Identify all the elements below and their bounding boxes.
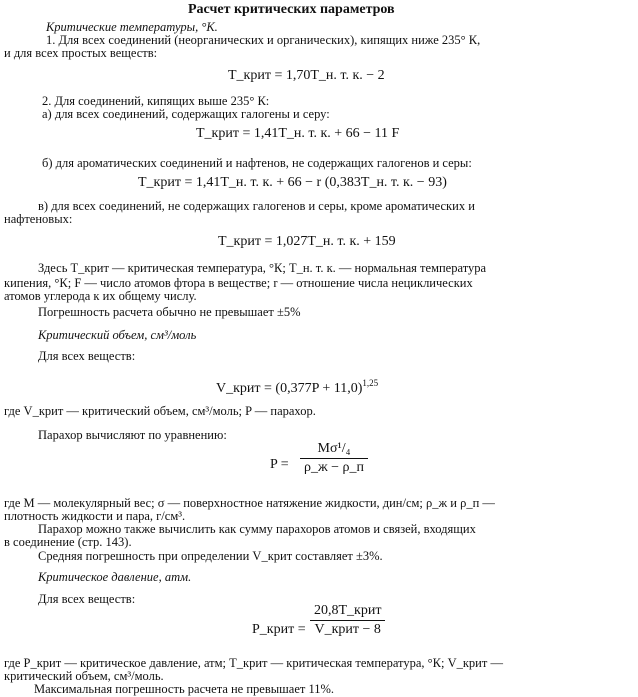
fraction-bar	[300, 458, 368, 459]
parachor-intro: Парахор вычисляют по уравнению:	[38, 428, 227, 442]
accuracy-pressure: Максимальная погрешность расчета не превышает 11%.	[34, 682, 335, 696]
formula-vcrit	[216, 376, 378, 396]
explanation-line-1: Здесь T_крит — критическая температура, °К; T_н. т. к. — нормальная температура	[38, 261, 487, 275]
for-all-substances-volume: Для всех веществ:	[38, 349, 136, 363]
parachor-numerator: Mσ¹/₄	[317, 441, 351, 456]
paragraph-2b: б) для ароматических соединений и нафтенов, не содержащих галогенов и серы:	[42, 156, 472, 170]
formula-vcrit-main: V_крит = (0,377P + 11,0)	[216, 381, 363, 396]
paragraph-1-line-2: и для всех простых веществ:	[4, 46, 158, 60]
paragraph-2c-line-2: нафтеновых:	[4, 212, 73, 226]
parachor-denominator: ρ_ж − ρ_п	[304, 460, 365, 475]
pressure-explanation-line-1: где P_крит — критическое давление, атм; T_крит — критическая температура, °К; V_крит —	[4, 656, 503, 670]
section-heading-critical-temperature: Критические температуры, °К.	[46, 20, 218, 34]
page-title: Расчет критических параметров	[188, 2, 395, 17]
parachor-sum-line-1: Парахор можно также вычислить как сумму парахоров атомов и связей, входящих	[38, 522, 476, 536]
formula-tcrit-1: T_крит = 1,70T_н. т. к. − 2	[228, 68, 385, 83]
parachor-fraction	[300, 441, 368, 476]
pressure-explanation-line-2: критический объем, см³/моль.	[4, 669, 164, 683]
fraction-bar	[310, 620, 385, 621]
paragraph-2a: а) для всех соединений, содержащих галогены и серу:	[42, 107, 330, 121]
parachor-sum-line-2: в соединение (стр. 143).	[4, 535, 132, 549]
paragraph-2: 2. Для соединений, кипящих выше 235° К:	[42, 94, 270, 108]
for-all-substances-pressure: Для всех веществ:	[38, 592, 136, 606]
explanation-line-2: кипения, °К; F — число атомов фтора в веществе; r — отношение числа нециклических	[4, 276, 473, 290]
paragraph-1-line-1: 1. Для всех соединений (неорганических и органических), кипящих ниже 235° К,	[46, 33, 481, 47]
pressure-lhs: P_крит =	[252, 622, 306, 637]
accuracy-temperature: Погрешность расчета обычно не превышает ±5%	[38, 305, 301, 319]
formula-vcrit-exponent: 1,25	[362, 378, 379, 388]
formula-tcrit-4: T_крит = 1,027T_н. т. к. + 159	[218, 234, 396, 249]
section-heading-critical-pressure: Критическое давление, атм.	[38, 570, 192, 584]
pressure-fraction	[310, 603, 385, 638]
paragraph-2c-line-1: в) для всех соединений, не содержащих галогенов и серы, кроме ароматических и	[38, 199, 475, 213]
accuracy-volume: Средняя погрешность при определении V_крит составляет ±3%.	[38, 549, 383, 563]
parachor-lhs: P =	[270, 457, 289, 472]
parachor-explanation-line-2: плотность жидкости и пара, г/см³.	[4, 509, 186, 523]
section-heading-critical-volume: Критический объем, см³/моль	[38, 328, 197, 342]
pressure-denominator: V_крит − 8	[314, 622, 381, 637]
volume-explanation: где V_крит — критический объем, см³/моль; P — парахор.	[4, 404, 316, 418]
explanation-line-3: атомов углерода к их общему числу.	[4, 289, 197, 303]
formula-tcrit-2: T_крит = 1,41T_н. т. к. + 66 − 11 F	[196, 126, 400, 141]
pressure-numerator: 20,8T_крит	[314, 603, 382, 618]
formula-tcrit-3: T_крит = 1,41T_н. т. к. + 66 − r (0,383T_н. т. к. − 93)	[138, 175, 447, 190]
parachor-explanation-line-1: где M — молекулярный вес; σ — поверхностное натяжение жидкости, дин/см; ρ_ж и ρ_п —	[4, 496, 495, 510]
